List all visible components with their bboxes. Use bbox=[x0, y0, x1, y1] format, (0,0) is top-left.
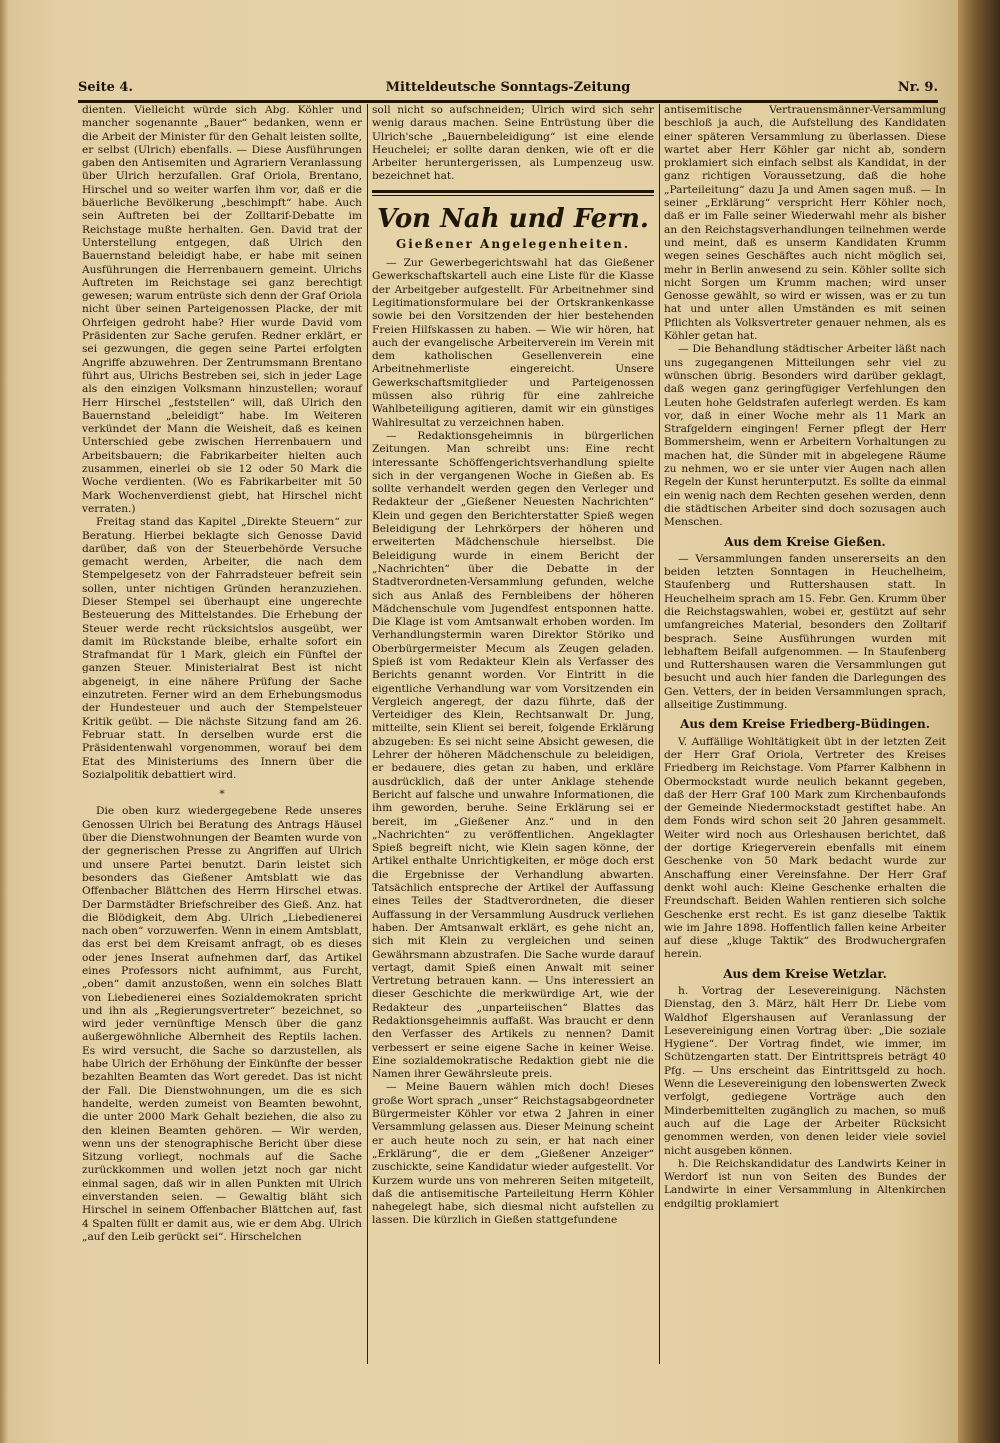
column-3 bbox=[664, 104, 946, 1394]
book-binding bbox=[958, 0, 1000, 1443]
section-title: Von Nah und Fern. bbox=[377, 203, 649, 234]
separator-star: * bbox=[219, 788, 225, 801]
district-heading: Aus dem Kreise Wetzlar. bbox=[723, 966, 887, 981]
paragraph: — Meine Bauern wählen mich doch! Dieses große Wort sprach „unser“ Reichstagsabgeordneter Bürgermeister Köhler vor etwa 2 Jahren in einer Versammlung gelassen aus. Dieser Meinung scheint er auch heute noch zu sein, er hat nach einer „Erklärung“, die er dem „Gießener Anzeiger“ zuschickte, seine Kandidatur wieder aufgestellt. Vor Kurzem wurde uns von mehreren Seiten mitgeteilt, daß die antisemitische Parteileitung Herrn Köhler nahegelegt habe, sich diesmal nicht aufstellen zu lassen. Die kürzlich in Gießen stattgefundene bbox=[372, 1081, 654, 1227]
issue-number: Nr. 9. bbox=[897, 80, 938, 95]
district-heading: Aus dem Kreise Gießen. bbox=[724, 534, 886, 549]
page-edge-shadow bbox=[0, 0, 8, 1443]
paragraph: — Versammlungen fanden unsererseits an den beiden letzten Sonntagen in Heuchelheim, Staufenberg und Ruttershausen statt. In Heuchelheim sprach am 15. Febr. Gen. Krumm über die Reichstagswahlen, wobei er, gestützt auf sehr umfangreiches Material, besonders den Zolltarif besprach. Seine Ausführungen wurden mit lebhaftem Beifall aufgenommen. — In Staufenberg und Ruttershausen waren die Versammlungen gut besucht und auch hier fanden die Darlegungen des Gen. Vetters, der in beiden Versammlungen sprach, allseitige Zustimmung. bbox=[664, 552, 946, 712]
paragraph: — Zur Gewerbegerichtswahl hat das Gießener Gewerkschaftskartell auch eine Liste für die Klasse der Arbeitgeber aufgestellt. Für Arbeitnehmer sind Legitimationsformulare bei der Ortskrankenkasse sowie bei den Vorsitzenden der hier bestehenden Freien Hilfskassen zu haben. — Wie wir hören, hat auch der evangelische Arbeiterverein im Verein mit dem katholischen Gesellenverein eine Arbeitnehmerliste eingereicht. Unsere Gewerkschaftsmitglieder und Parteigenossen müssen also rührig für eine zahlreiche Wahlbeteiligung agitieren, damit wir ein günstiges Wahlresultat zu verzeichnen haben. bbox=[372, 257, 654, 429]
header-rule bbox=[78, 100, 938, 103]
column-divider bbox=[659, 104, 660, 1364]
paragraph: h. Die Reichskandidatur des Landwirts Keiner in Werdorf ist nun von Seiten des Bundes der Landwirte in einer Versammlung in Altenkirchen endgiltig proklamiert bbox=[664, 1157, 946, 1210]
column-divider bbox=[367, 104, 368, 1364]
page-number: Seite 4. bbox=[78, 80, 133, 95]
paragraph: — Die Behandlung städtischer Arbeiter läßt nach uns zugegangenen Mitteilungen sehr viel zu wünschen übrig. Besonders wird darüber geklagt, daß wegen ganz geringfügiger Verfehlungen den Leuten hohe Geldstrafen auferlegt werden. Es kam vor, daß in einer Woche mehr als 11 Mark an Strafgeldern eingingen! Ferner pflegt der Herr Bommersheim, wenn er Arbeitern Vorhaltungen zu machen hat, die Sünder mit in abgelegene Räume zu nehmen, wo er sie unter vier Augen nach allen Regeln der Kunst herunterputzt. Es sollte da einmal ein wenig nach dem Rechten gesehen werden, denn die städtischen Arbeiter sind doch sozusagen auch Menschen. bbox=[664, 343, 946, 529]
sub-title: Gießener Angelegenheiten. bbox=[395, 236, 631, 251]
column-2 bbox=[372, 104, 654, 1394]
paragraph: soll nicht so aufschneiden; Ulrich wird sich sehr wenig daraus machen. Seine Entrüstung über die Ulrich'sche „Bauernbeleidigung“ ist eine elende Heuchelei; er sollte daran denken, wie oft er die Arbeiter heruntergerissen, als Lumpenzeug usw. bezeichnet hat. bbox=[372, 104, 654, 183]
section-rule bbox=[372, 190, 654, 196]
paragraph: dienten. Vielleicht würde sich Abg. Köhler und mancher sogenannte „Bauer“ bedanken, wenn er die Arbeit der Minister für den Gehalt leisten sollte, er selbst (Ulrich) ebenfalls. — Diese Ausführungen gaben den Antisemiten und Agrariern Veranlassung über Ulrich herzufallen. Graf Oriola, Brentano, Hirschel und so weiter warfen ihm vor, daß er die bäuerliche Bevölkerung „beschimpft“ habe. Auch sein Auftreten bei der Zolltarif-Debatte im Reichstage mußte herhalten. Gen. David trat der Unterstellung entgegen, daß Ulrich den Bauernstand beleidigt habe, er habe mit seinen Ausführungen die Herrenbauern gemeint. Ulrichs Auftreten im Reichstage sei ganz berechtigt gewesen; warum entrüste sich denn der Graf Oriola nicht über seinen Parteigenossen Placke, der mit Ohrfeigen gedroht habe? Hier wurde David vom Präsidenten zur Sache gerufen. Redner erklärt, er sei gezwungen, die gegen seine Partei erfolgten Angriffe abzuwehren. Der Zentrumsmann Brentano führt aus, Ulrichs Bestreben sei, sich in jeder Lage als den einzigen Volksmann hinzustellen; worauf Herr Hirschel „feststellen“ will, daß Ulrich den Bauernstand „beleidigt“ habe. Im Weiteren verkündet der Mann die Weisheit, daß es keinen Unterschied gebe zwischen Herrenbauern und Arbeitsbauern; die Fabrikarbeiter hielten auch zusammen, einerlei ob sie 12 oder 50 Mark die Woche verdienten. (Wo es Fabrikarbeiter mit 50 Mark Wochenverdienst giebt, hat Hirschel nicht verraten.) bbox=[82, 104, 362, 515]
paragraph: Freitag stand das Kapitel „Direkte Steuern“ zur Beratung. Hierbei beklagte sich Genosse David darüber, daß von der Steuerbehörde Versuche gemacht werden, Arbeiter, die nach dem Stempelgesetz von der Fahrradsteuer befreit sein sollen, unter nichtigen Gründen heranzuziehen. Dieser Stempel sei überhaupt eine ungerechte Besteuerung des Mittelstandes. Die Erhebung der Steuer werde recht rücksichtslos ausgeübt, wer damit im Rückstande bleibe, erhalte sofort ein Strafmandat für 1 Mark, gleich ein Fünftel der ganzen Steuer. Ministerialrat Best ist nicht abgeneigt, in eine nähere Prüfung der Sache einzutreten. Ferner wird an dem Erhebungsmodus der Hundesteuer und auch der Stempelsteuer Kritik geübt. — Die nächste Sitzung fand am 26. Februar statt. In derselben wurde erst die Präsidentenwahl vorgenommen, worauf bei dem Etat des Ministeriums des Innern über die Sozialpolitik debattiert wird. bbox=[82, 516, 362, 781]
paragraph: — Redaktionsgeheimnis in bürgerlichen Zeitungen. Man schreibt uns: Eine recht interessante Schöffengerichtsverhandlung spielte sich in der vergangenen Woche in Gießen ab. Es sollte verhandelt werden gegen den Verleger und Redakteur der „Gießener Neuesten Nachrichten“ Klein und gegen den Berichterstatter Spieß wegen Beleidigung der Lehrkörpers der höheren und erweiterten Mädchenschule hierselbst. Die Beleidigung wurde in einem Bericht der „Nachrichten“ über die Debatte in der Stadtverordneten-Versammlung gefunden, welche sich aus Anlaß des Fernbleibens der höheren Mädchenschule vom Jugendfest entsponnen hatte. Die Klage ist vom Amtsanwalt erhoben worden. Im Verhandlungstermin waren Direktor Störiko und Oberbürgermeister Mecum als Zeugen geladen. Spieß ist vom Redakteur Klein als Verfasser des Berichts genannt worden. Vor Eintritt in die eigentliche Verhandlung war vom Vorsitzenden ein Vergleich angeregt, der dazu führte, daß der Verteidiger des Klein, Rechtsanwalt Dr. Jung, mitteilte, sein Klient sei bereit, folgende Erklärung abzugeben: Es sei nicht seine Absicht gewesen, die Lehrer der höheren Mädchenschule zu beleidigen, er bedauere, dies getan zu haben, und erkläre ausdrücklich, daß der unter Anklage stehende Bericht auf falsche und unwahre Informationen, die ihm geworden, beruhe. Seine Erklärung sei er bereit, im „Gießener Anz.“ und in den „Nachrichten“ zu veröffentlichen. Angeklagter Spieß begreift nicht, wie Klein sagen könne, der Artikel enthalte Unrichtigkeiten, er möge doch erst die Ergebnisse der Verhandlung abwarten. Tatsächlich entspreche der Artikel der Auffassung eines Teiles der Stadtverordneten, die dieser Auffassung in der Versammlung Ausdruck verliehen haben. Der Amtsanwalt erklärt, es gehe nicht an, sich mit Klein zu vergleichen und seinen Gewährsmann abzustrafen. Die Sache wurde darauf vertagt, damit Spieß einen Anwalt mit seiner Vertretung betrauen kann. — Uns interessiert an dieser Geschichte die merkwürdige Art, wie der Redakteur des „unparteiischen“ Blattes das Redaktionsgeheimnis auffaßt. Was braucht er denn den Verfasser des Artikels zu nennen? Damit verbessert er seine eigene Sache in keiner Weise. Eine sozialdemokratische Redaktion giebt nie die Namen ihrer Gewährsleute preis. bbox=[372, 429, 654, 1081]
page-header bbox=[78, 78, 938, 102]
district-heading: Aus dem Kreise Friedberg-Büdingen. bbox=[680, 717, 930, 732]
paragraph: Die oben kurz wiedergegebene Rede unseres Genossen Ulrich bei Beratung des Antrags Häusel über die Dienstwohnungen der Beamten wurde von der gegnerischen Presse zu Angriffen auf Ulrich und unsere Partei benutzt. Darin leistet sich besonders das Gießener Amtsblatt wie das Offenbacher Blättchen des Herrn Hirschel etwas. Der Darmstädter Briefschreiber des Gieß. Anz. hat die Blödigkeit, dem Abg. Ulrich „Liebedienerei nach oben“ vorzuwerfen. Wenn in einem Amtsblatt, das erst bei dem Kreisamt anfragt, ob es dieses oder jenes Inserat aufnehmen darf, das Artikel eines Professors nicht aufnimmt, aus Furcht, „oben“ damit anzustoßen, wenn ein solches Blatt von Liebedienerei eines Sozialdemokraten spricht und ihn als „Regierungsvertreter“ bezeichnet, so wird jeder vernünftige Mensch über die ganz außergewöhnliche Albernheit des Reptils lachen. Es wird versucht, die Sache so darzustellen, als habe Ulrich der Erhöhung der Einkünfte der besser bezahlten Beamten das Wort geredet. Das ist nicht der Fall. Die Dienstwohnungen, um die es sich handelte, werden zumeist von Beamten bewohnt, die unter 2000 Mark Gehalt beziehen, die also zu den kleinen Beamten gehören. — Wir werden, wenn uns der stenographische Bericht über diese Sitzung vorliegt, nochmals auf die Sache zurückkommen und wollen jetzt noch gar nicht einmal sagen, daß wir in allen Punkten mit Ulrich einverstanden seien. — Gewaltig bläht sich Hirschel in seinem Offenbacher Blättchen auf, fast 4 Spalten füllt er damit aus, wie er dem Abg. Ulrich „auf den Leib gerückt sei“. Hirschelchen bbox=[82, 805, 362, 1243]
column-1 bbox=[82, 104, 362, 1394]
newspaper-title: Mitteldeutsche Sonntags-Zeitung bbox=[385, 80, 631, 95]
paragraph: V. Auffällige Wohltätigkeit übt in der letzten Zeit der Herr Graf Oriola, Vertreter des Kreises Friedberg im Reichstage. Vom Pfarrer Kalbhenn in Obermockstadt wurde neulich bekannt gegeben, daß der Herr Graf 100 Mark zum Kirchenbaufonds der Gemeinde Niedermockstadt gestiftet habe. An dem Fonds wird schon seit 20 Jahren gesammelt. Weiter wird noch aus Orleshausen berichtet, daß der dortige Kriegerverein ebenfalls mit einem Geschenke von 50 Mark bedacht wurde zur Anschaffung einer Vereinsfahne. Der Herr Graf denkt wohl auch: Kleine Geschenke erhalten die Freundschaft. Beiden Wahlen rentieren sich solche Geschenke erst recht. Es ist ganz dieselbe Taktik wie im Jahre 1898. Hoffentlich fallen keine Arbeiter auf diese „kluge Taktik“ des Brodwuchergrafen herein. bbox=[664, 735, 946, 961]
paragraph: antisemitische Vertrauensmänner-Versammlung beschloß ja auch, die Aufstellung des Kandidaten einer späteren Versammlung zu überlassen. Diese wartet aber Herr Köhler gar nicht ab, sondern proklamiert sich einfach selbst als Kandidat, in der ganz richtigen Voraussetzung, daß die hohe „Parteileitung“ dazu Ja und Amen sagen muß. — In seiner „Erklärung“ verspricht Herr Köhler noch, daß er im Falle seiner Wiederwahl mehr als bisher an den Reichstagsverhandlungen teilnehmen werde und meint, daß es unserm Kandidaten Krumm wegen seines Geschäftes auch nicht möglich sei, mehr in Berlin anwesend zu sein. Köhler sollte sich nicht Sorgen um Krumm machen; wird unser Genosse gewählt, so wird er wissen, was er zu tun hat und unter allen Umständen es mit seinen Pflichten als Volksvertreter genauer nehmen, als es Köhler getan hat. bbox=[664, 104, 946, 343]
paragraph: h. Vortrag der Lesevereinigung. Nächsten Dienstag, den 3. März, hält Herr Dr. Liebe vom Waldhof Elgershausen auf Veranlassung der Lesevereinigung einen Vortrag über: „Die soziale Hygiene“. Der Vortrag findet, wie immer, im Schützengarten statt. Der Eintrittspreis beträgt 40 Pfg. — Uns erscheint das Eintrittsgeld zu hoch. Wenn die Lesevereinigung den lobenswerten Zweck verfolgt, gediegene Vorträge auch den Minderbemittelten zugänglich zu machen, so muß auch auf die Lage der Arbeiter Rücksicht genommen werden, von denen leider viele soviel nicht ausgeben können. bbox=[664, 985, 946, 1157]
